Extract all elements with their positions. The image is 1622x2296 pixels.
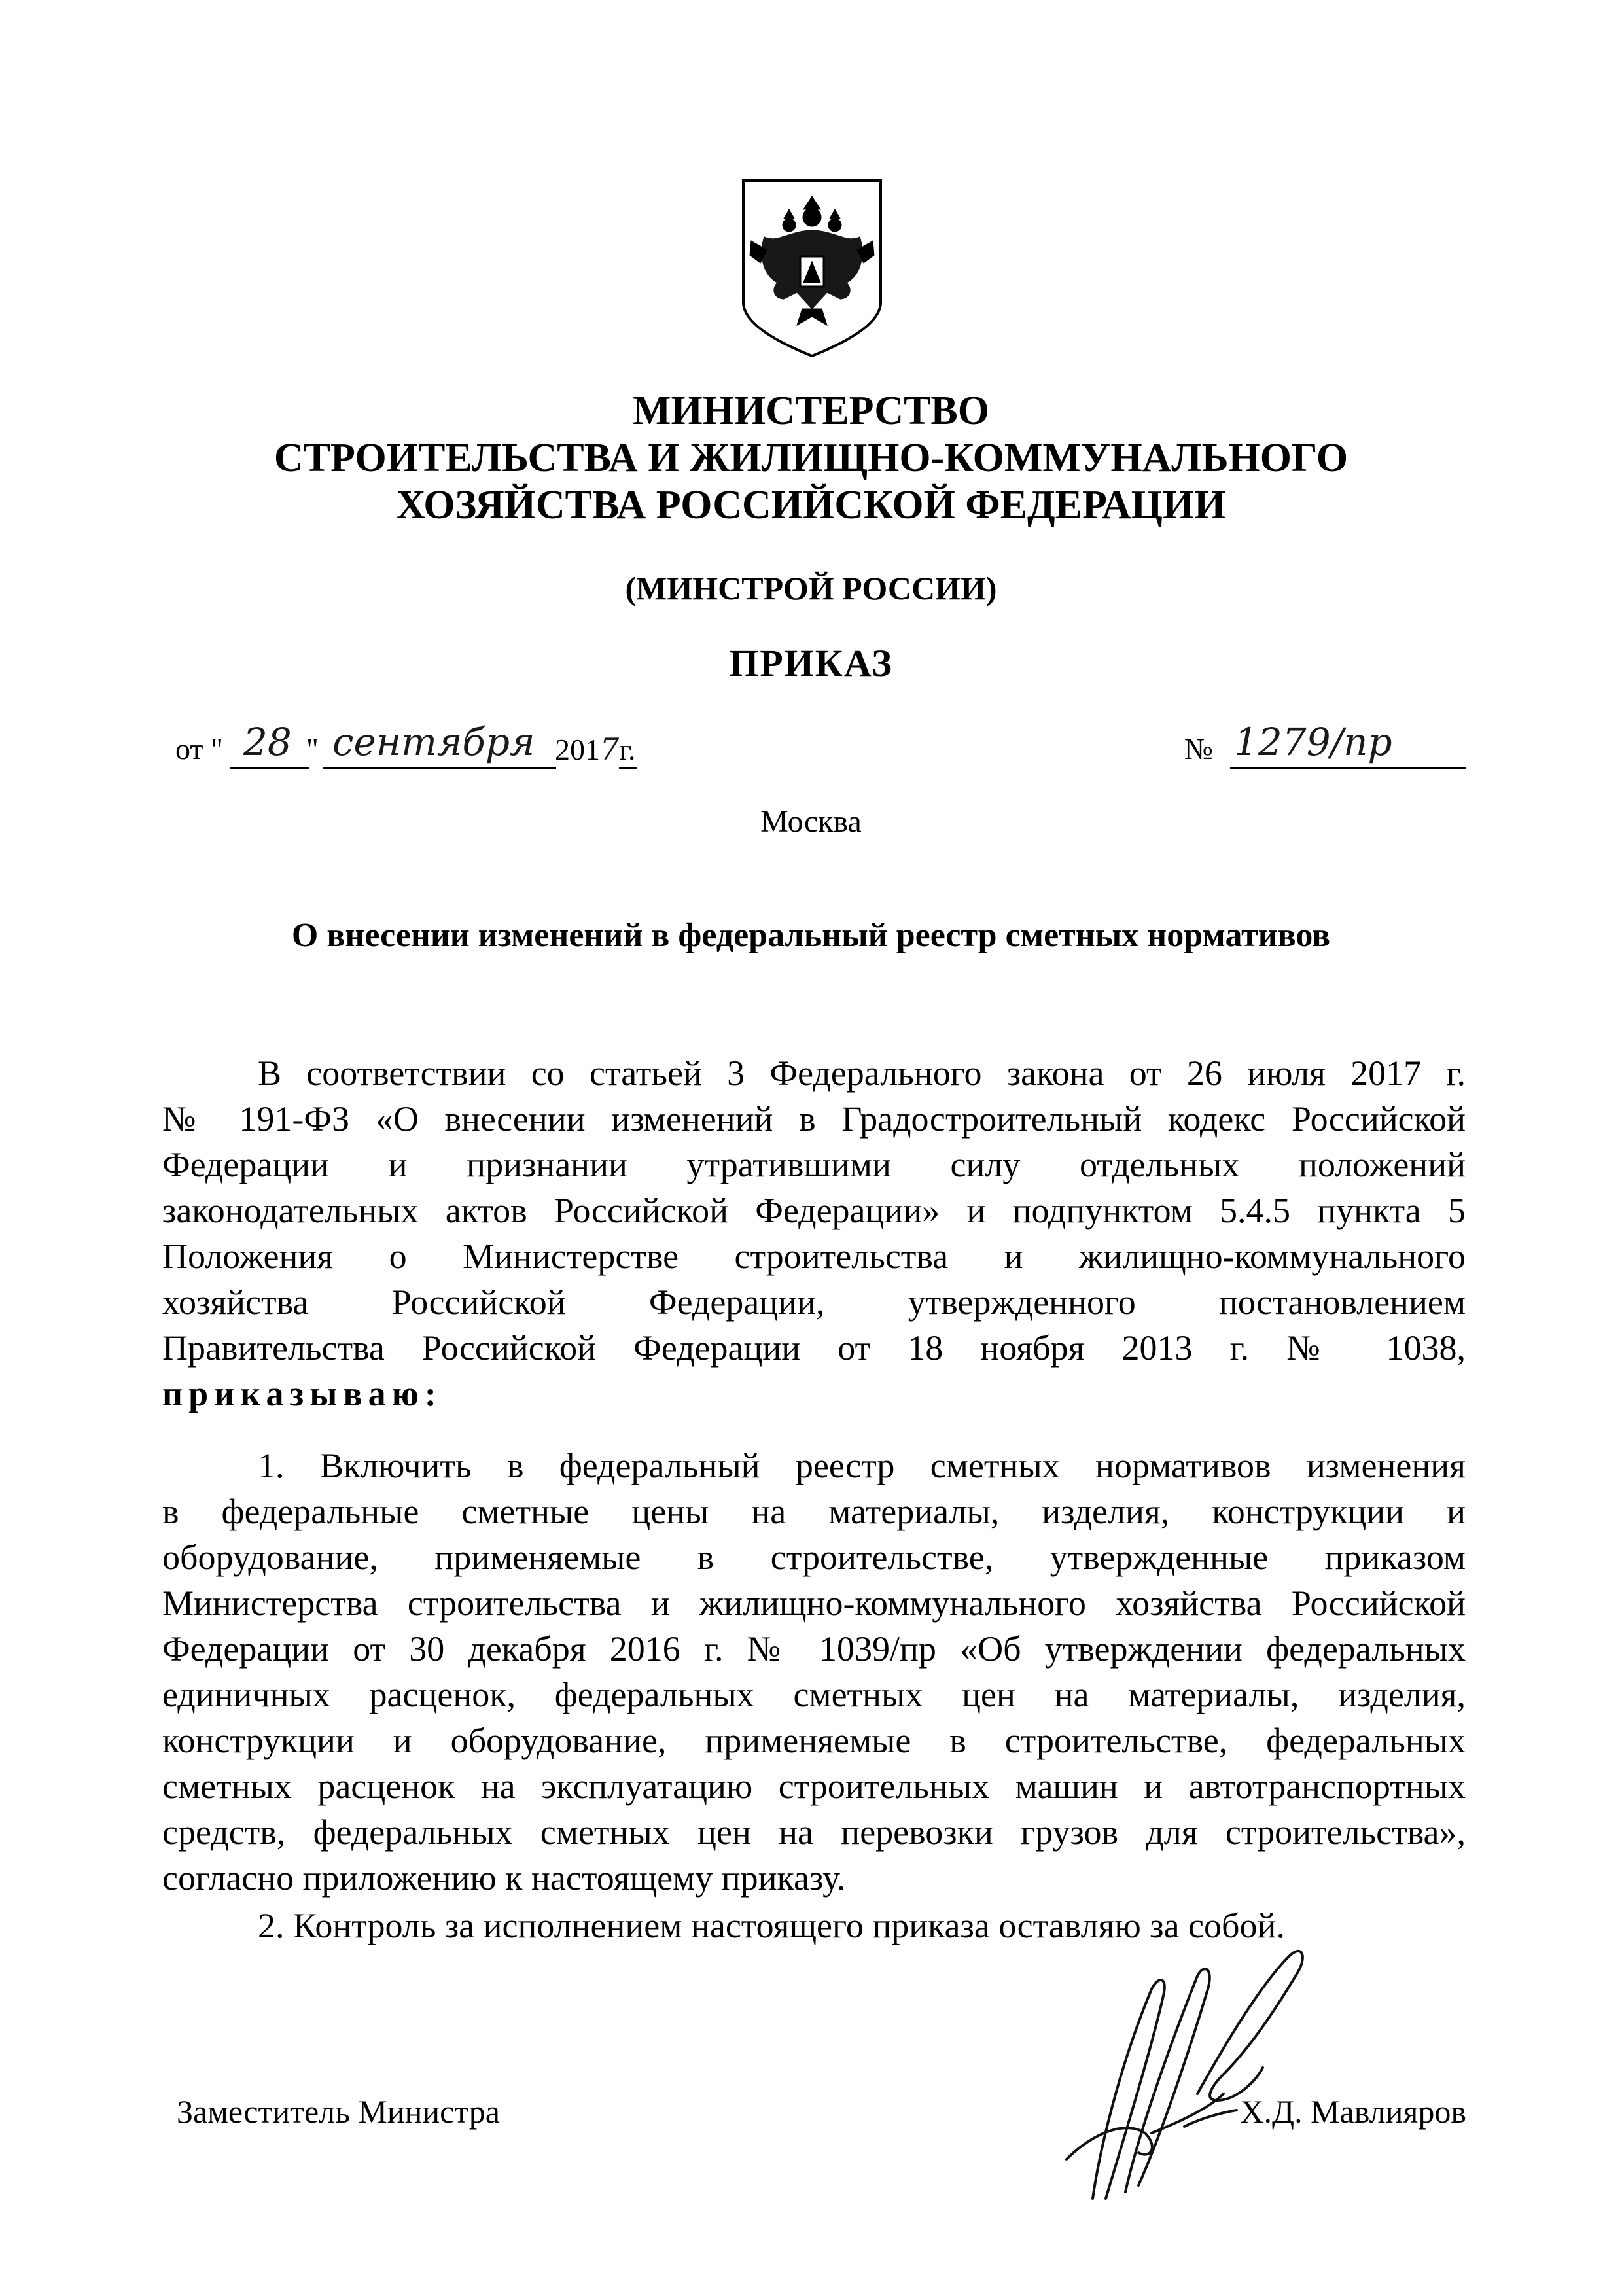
coat-of-arms-icon	[738, 178, 886, 359]
city: Москва	[760, 804, 862, 839]
date-year-handwritten: 7	[600, 732, 620, 767]
underline-day	[230, 767, 309, 769]
document-type: ПРИКАЗ	[729, 642, 893, 684]
underline-month	[323, 767, 556, 769]
item-1-line: оборудование, применяемые в строительстве, утвержденные приказом	[162, 1538, 1466, 1577]
preamble-line: хозяйства Российской Федерации, утвержденного постановлением	[162, 1282, 1466, 1322]
item-1-line: согласно приложению к настоящему приказу.	[162, 1858, 846, 1898]
preamble-line: Федерации и признании утратившими силу отдельных положений	[162, 1145, 1466, 1184]
signatory-name: Х.Д. Мавлияров	[1240, 2093, 1466, 2130]
order-number	[1184, 720, 1466, 772]
item-1-line: в федеральные сметные цены на материалы, изделия, конструкции и	[162, 1492, 1466, 1531]
date-month-handwritten: сентября	[332, 720, 535, 764]
preamble-paragraph	[162, 1050, 1466, 1417]
ministry-line-1: МИНИСТЕРСТВО	[632, 389, 989, 433]
handwritten-signature	[1027, 1937, 1341, 2218]
preamble-line: Положения о Министерстве строительства и жилищно-коммунального	[162, 1237, 1466, 1276]
item-1-line: средств, федеральных сметных цен на перевозки грузов для строительства»,	[162, 1812, 1466, 1852]
item-1-line: конструкции и оборудование, применяемые в строительстве, федеральных	[162, 1721, 1466, 1760]
preamble-line: № 191-ФЗ «О внесении изменений в Градостроительный кодекс Российской	[162, 1099, 1466, 1139]
item-1-line: Министерства строительства и жилищно-коммунального хозяйства Российской	[162, 1583, 1466, 1623]
date-year: 2017г.	[555, 732, 636, 767]
date-prefix: от "	[175, 732, 223, 766]
item-1-line: Федерации от 30 декабря 2016 г. № 1039/пр «Об утверждении федеральных	[162, 1629, 1466, 1669]
item-1-paragraph	[162, 1443, 1466, 1901]
underline-year	[619, 767, 637, 769]
underline-number	[1230, 767, 1466, 769]
ministry-line-2: СТРОИТЕЛЬСТВА И ЖИЛИЩНО-КОММУНАЛЬНОГО	[273, 436, 1349, 480]
ministry-name	[0, 387, 1622, 529]
document-subject: О внесении изменений в федеральный реестр сметных нормативов	[291, 917, 1331, 954]
item-2-line: 2. Контроль за исполнением настоящего приказа оставляю за собой.	[258, 1906, 1285, 1945]
order-word: приказываю:	[162, 1374, 442, 1413]
item-1-line: сметных расценок на эксплуатацию строительных машин и автотранспортных	[162, 1767, 1466, 1806]
item-1-line: единичных расценок, федеральных сметных цен на материалы, изделия,	[162, 1675, 1466, 1714]
preamble-line: В соответствии со статьей 3 Федерального закона от 26 июля 2017 г.	[258, 1053, 1466, 1093]
item-1-line: 1. Включить в федеральный реестр сметных нормативов изменения	[258, 1446, 1466, 1485]
number-handwritten: 1279/пр	[1234, 720, 1392, 764]
order-date	[175, 720, 673, 772]
ministry-line-3: ХОЗЯЙСТВА РОССИЙСКОЙ ФЕДЕРАЦИИ	[396, 483, 1226, 527]
date-day-handwritten: 28	[243, 720, 292, 764]
preamble-line: Правительства Российской Федерации от 18 ноября 2013 г. № 1038,	[162, 1328, 1466, 1368]
ministry-abbreviation: (МИНСТРОЙ РОССИИ)	[625, 570, 997, 607]
date-close-quote: "	[306, 732, 319, 766]
preamble-line: законодательных актов Российской Федерации» и подпунктом 5.4.5 пункта 5	[162, 1191, 1466, 1230]
signatory-position: Заместитель Министра	[177, 2093, 500, 2130]
number-prefix: №	[1184, 732, 1213, 766]
